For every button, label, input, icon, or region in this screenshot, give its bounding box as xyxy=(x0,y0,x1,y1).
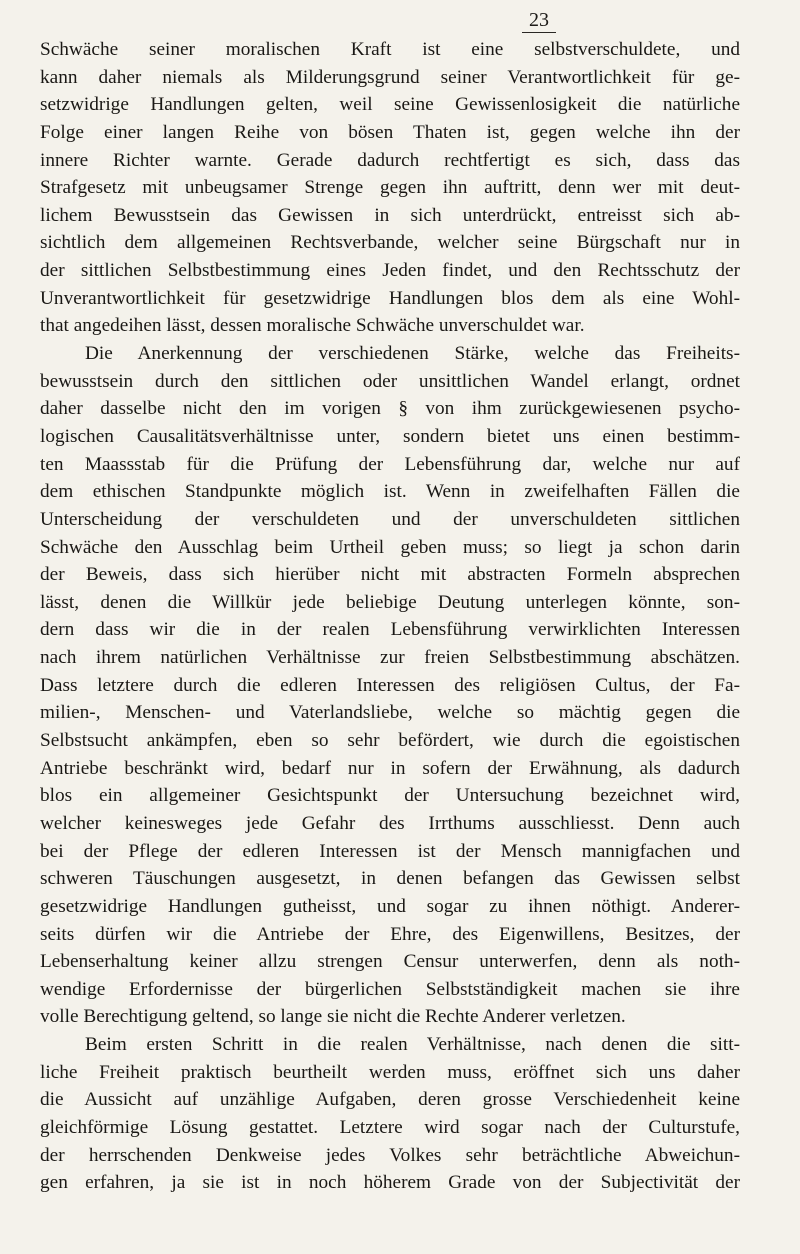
text-line: dem ethischen Standpunkte möglich ist. Wenn in zweifelhaften Fällen die xyxy=(40,481,740,503)
text-line: Beim ersten Schritt in die realen Verhältnisse, nach denen die sitt- xyxy=(85,1034,740,1056)
text-line: logischen Causalitätsverhältnisse unter, sondern bietet uns einen bestimm- xyxy=(40,425,740,447)
text-line: Antriebe beschränkt wird, bedarf nur in sofern der Erwähnung, als dadurch xyxy=(40,757,740,779)
text-line: schweren Täuschungen ausgesetzt, in denen befangen das Gewissen selbst xyxy=(40,868,740,890)
text-line: bewusstsein durch den sittlichen oder unsittlichen Wandel erlangt, ordnet xyxy=(40,370,740,392)
text-line: innere Richter warnte. Gerade dadurch rechtfertigt es sich, dass das xyxy=(40,149,740,171)
text-line: that angedeihen lässt, dessen moralische Schwäche unverschuldet war. xyxy=(40,315,585,337)
text-line: Selbstsucht ankämpfen, eben so sehr befördert, wie durch die egoistischen xyxy=(40,730,740,752)
text-line: Strafgesetz mit unbeugsamer Strenge gegen ihn auftritt, denn wer mit deut- xyxy=(40,177,740,199)
body-text xyxy=(40,36,740,1197)
text-line: der sittlichen Selbstbestimmung eines Jeden findet, und den Rechtsschutz der xyxy=(40,260,740,282)
text-line: Schwäche den Ausschlag beim Urtheil geben muss; so liegt ja schon darin xyxy=(40,536,740,558)
text-line: Folge einer langen Reihe von bösen Thaten ist, gegen welche ihn der xyxy=(40,121,740,143)
text-line: Unterscheidung der verschuldeten und der unverschuldeten sittlichen xyxy=(40,508,740,530)
text-line: lichem Bewusstsein das Gewissen in sich unterdrückt, entreisst sich ab- xyxy=(40,204,740,226)
text-line: setzwidrige Handlungen gelten, weil seine Gewissenlosigkeit die natürliche xyxy=(40,94,740,116)
text-line: dern dass wir die in der realen Lebensführung verwirklichten Interessen xyxy=(40,619,740,641)
text-line: liche Freiheit praktisch beurtheilt werden muss, eröffnet sich uns daher xyxy=(40,1061,740,1083)
text-line: die Aussicht auf unzählige Aufgaben, deren grosse Verschiedenheit keine xyxy=(40,1089,740,1111)
text-line: volle Berechtigung geltend, so lange sie nicht die Rechte Anderer verletzen. xyxy=(40,1006,626,1028)
text-line: Schwäche seiner moralischen Kraft ist eine selbstverschuldete, und xyxy=(40,39,740,60)
text-line: blos ein allgemeiner Gesichtspunkt der Untersuchung bezeichnet wird, xyxy=(40,785,740,807)
text-line: gleichförmige Lösung gestattet. Letztere wird sogar nach der Culturstufe, xyxy=(40,1116,740,1138)
text-line: seits dürfen wir die Antriebe der Ehre, des Eigenwillens, Besitzes, der xyxy=(40,923,740,945)
text-line: gesetzwidrige Handlungen gutheisst, und sogar zu ihnen nöthigt. Anderer- xyxy=(40,895,740,917)
text-line: Lebenserhaltung keiner allzu strengen Censur unterwerfen, denn als noth- xyxy=(40,951,740,973)
text-line: sichtlich dem allgemeinen Rechtsverbande, welcher seine Bürgschaft nur in xyxy=(40,232,740,254)
text-line: Die Anerkennung der verschiedenen Stärke, welche das Freiheits- xyxy=(85,343,740,365)
text-line: kann daher niemals als Milderungsgrund seiner Verantwortlichkeit für ge- xyxy=(40,66,740,88)
text-line: lässt, denen die Willkür jede beliebige Deutung unterlegen könnte, son- xyxy=(40,591,740,613)
text-line: bei der Pflege der edleren Interessen ist der Mensch mannigfachen und xyxy=(40,840,740,862)
text-line: Unverantwortlichkeit für gesetzwidrige Handlungen blos dem als eine Wohl- xyxy=(40,287,740,309)
text-line: milien-, Menschen- und Vaterlandsliebe, welche so mächtig gegen die xyxy=(40,702,740,724)
text-line: ten Maassstab für die Prüfung der Lebensführung dar, welche nur auf xyxy=(40,453,740,475)
text-line: der herrschenden Denkweise jedes Volkes sehr beträchtliche Abweichun- xyxy=(40,1144,740,1166)
text-line: Dass letztere durch die edleren Interessen des religiösen Cultus, der Fa- xyxy=(40,674,740,696)
text-line: daher dasselbe nicht den im vorigen § von ihm zurückgewiesenen psycho- xyxy=(40,398,740,420)
text-line: der Beweis, dass sich hierüber nicht mit abstracten Formeln absprechen xyxy=(40,564,740,586)
page-number: 23 xyxy=(522,8,556,33)
text-line: wendige Erfordernisse der bürgerlichen Selbstständigkeit machen sie ihre xyxy=(40,978,740,1000)
text-line: welcher keinesweges jede Gefahr des Irrthums ausschliesst. Denn auch xyxy=(40,812,740,834)
text-line: nach ihrem natürlichen Verhältnisse zur freien Selbstbestimmung abschätzen. xyxy=(40,647,740,669)
text-line: gen erfahren, ja sie ist in noch höherem Grade von der Subjectivität der xyxy=(40,1172,740,1194)
